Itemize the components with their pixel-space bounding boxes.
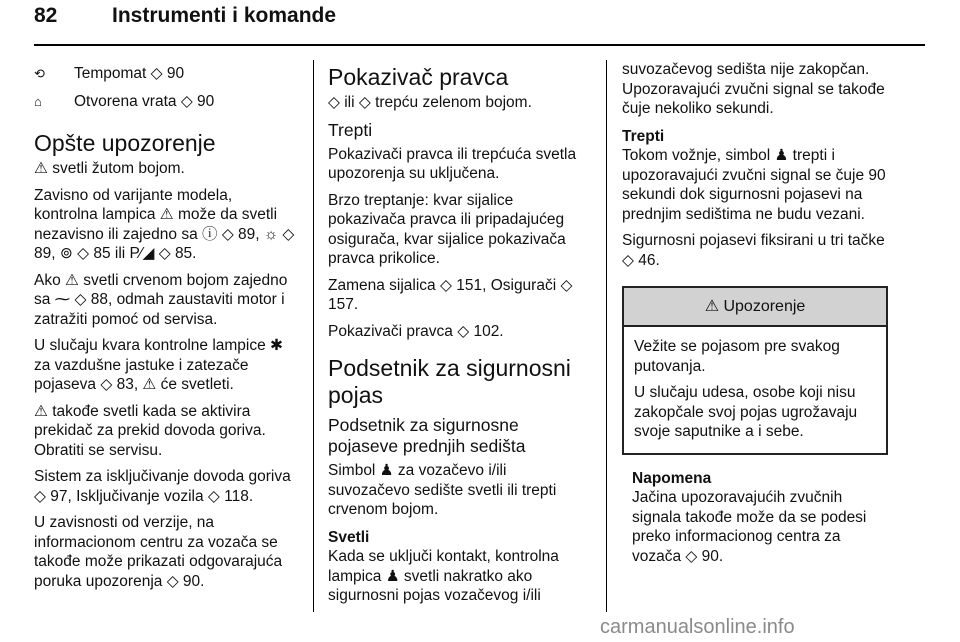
- paragraph: Zamena sijalica ◇ 151, Osigurači ◇ 157.: [328, 276, 573, 313]
- paragraph: Pokazivači pravca ◇ 102.: [328, 322, 504, 340]
- section-heading: Opšte upozorenje: [34, 130, 216, 156]
- icon-row-text: Otvorena vrata ◇ 90: [74, 93, 215, 111]
- paragraph: Vežite se pojasom pre svakog putovanja.: [634, 338, 840, 375]
- paragraph: Zavisno od varijante modela, kontrolna lampica ⚠ može da svetli nezavisno ili zajedno sa ⓘ ◇ 89, ☼ ◇ 89, ⊚ ◇ 85 ili P⁄◢ ◇ 85.: [34, 186, 295, 262]
- paragraph: U slučaju kvara kontrolne lampice ✱ za vazdušne jastuke i zatezače pojaseva ◇ 83, ⚠ će svetleti.: [34, 337, 284, 393]
- icon-row-text: Tempomat ◇ 90: [74, 65, 185, 83]
- column-divider-1: [313, 60, 314, 612]
- paragraph: Sistem za isključivanje dovoda goriva ◇ 97, Isključivanje vozila ◇ 118.: [34, 468, 291, 505]
- paragraph: suvozačevog sedišta nije zakopčan. Upozoravajući zvučni signal se takođe čuje nekoliko sekundi.: [622, 61, 885, 117]
- paragraph: Simbol ♟ za vozačevo i/ili suvozačevo sedište svetli ili trepti crvenom bojom.: [328, 462, 557, 518]
- subheading: Trepti: [328, 119, 373, 140]
- column-divider-2: [606, 60, 607, 612]
- warning-box: [622, 286, 888, 455]
- paragraph: Ako ⚠ svetli crvenom bojom zajedno sa ⁓ ◇ 88, odmah zaustaviti motor i zatražiti pomoć od servisa.: [34, 271, 288, 328]
- icon-row-cruise: [34, 60, 296, 88]
- paragraph: ⚠ svetli žutom bojom.: [34, 160, 185, 177]
- minor-heading: Svetli: [328, 528, 370, 546]
- section-heading: Podsetnik za sigurnosni pojas: [328, 355, 571, 408]
- paragraph: Sigurnosni pojasevi fiksirani u tri tačke ◇ 46.: [622, 232, 885, 269]
- paragraph: ◇ ili ◇ trepću zelenom bojom.: [328, 94, 532, 111]
- column-3: [622, 60, 888, 573]
- paragraph: U slučaju udesa, osobe koji nisu zakopčale svoj pojas ugrožavaju svoje saputnike a i sebe.: [634, 384, 858, 440]
- page-title: Instrumenti i komande: [112, 4, 337, 27]
- paragraph: Brzo treptanje: kvar sijalice pokazivača pravca ili pripadajućeg osigurača, kvar sijalice pokazivača pravca prikolice.: [328, 191, 566, 267]
- paragraph: ⚠ takođe svetli kada se aktivira prekidač za prekid dovoda goriva. Obratiti se servisu.: [34, 402, 266, 459]
- note-heading: Napomena: [632, 469, 712, 487]
- paragraph: Tokom vožnje, simbol ♟ trepti i upozoravajući zvučni signal se čuje 90 sekundi dok sigurnosni pojasevi na prednjim sedištima ne budu vezani.: [622, 147, 886, 223]
- paragraph: Pokazivači pravca ili trepćuća svetla upozorenja su uključena.: [328, 145, 577, 182]
- note-box: [622, 469, 888, 567]
- column-2: [328, 60, 592, 613]
- page-number: 82: [34, 4, 58, 27]
- section-heading: Pokazivač pravca: [328, 64, 509, 90]
- cruise-control-icon: ⟲: [34, 66, 45, 82]
- icon-row-door: [34, 88, 296, 116]
- header-rule: [34, 44, 925, 46]
- subheading: Podsetnik za sigurnosne pojaseve prednjih sedišta: [328, 415, 526, 456]
- paragraph: Kada se uključi kontakt, kontrolna lampica ♟ svetli nakratko ako sigurnosni pojas vozačevog i/ili: [328, 548, 559, 604]
- watermark: carmanualsonline.info: [600, 616, 795, 638]
- warning-body: [624, 327, 886, 453]
- paragraph: U zavisnosti od verzije, na informacionom centru za vozača se takođe može prikazati odgovarajuća poruka upozorenja ◇ 90.: [34, 514, 283, 590]
- warning-title: ⚠ Upozorenje: [624, 288, 886, 327]
- minor-heading: Trepti: [622, 127, 665, 145]
- paragraph: Jačina upozoravajućih zvučnih signala takođe može da se podesi preko informacionog centra za vozača ◇ 90.: [632, 489, 867, 565]
- page-header: [34, 4, 336, 28]
- column-1: [34, 60, 296, 598]
- door-open-icon: ⌂: [34, 94, 42, 110]
